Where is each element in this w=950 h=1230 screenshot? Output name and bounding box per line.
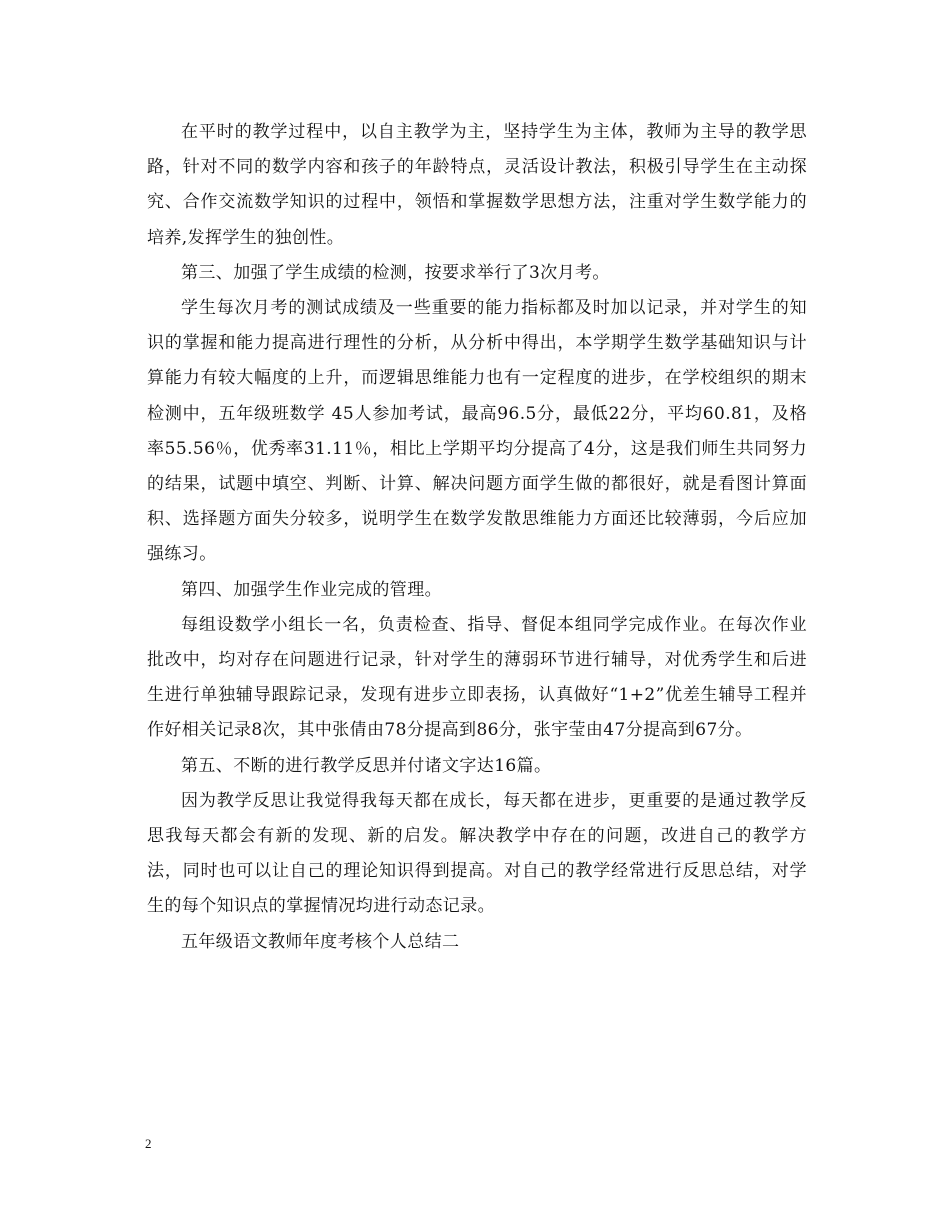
paragraph-section-title: 五年级语文教师年度考核个人总结二: [181, 931, 460, 952]
document-body: [147, 115, 807, 960]
paragraph-heading-five: 第五、不断的进行教学反思并付诸文字达16篇。: [181, 755, 552, 776]
paragraph-teaching-reflection: 因为教学反思让我觉得我每天都在成长，每天都在进步，更重要的是通过教学反思我每天都会有新的发现、新的启发。解决教学中存在的问题，改进自己的教学方法，同时也可以让自己的理论知识得到提高。对自己的教学经常进行反思总结，对学生的每个知识点的掌握情况均进行动态记录。: [147, 790, 807, 917]
page-number: 2: [145, 1136, 152, 1151]
paragraph-exam-analysis: 学生每次月考的测试成绩及一些重要的能力指标都及时加以记录，并对学生的知识的掌握和能力提高进行理性的分析，从分析中得出，本学期学生数学基础知识与计算能力有较大幅度的上升，而逻辑思维能力也有一定程度的进步，在学校组织的期末检测中，五年级班数学 45人参加考试，最高96.5分，最低22分，平均60.81，及格率55.56％，优秀率31.11％，相比上学期平均分提高了4分，这是我们师生共同努力的结果，试题中填空、判断、计算、解决问题方面学生做的都很好，就是看图计算面积、选择题方面失分较多，说明学生在数学发散思维能力方面还比较薄弱，今后应加强练习。: [147, 298, 807, 565]
paragraph-heading-four: 第四、加强学生作业完成的管理。: [181, 579, 442, 600]
paragraph-teaching-approach: 在平时的教学过程中，以自主教学为主，坚持学生为主体，教师为主导的教学思路，针对不同的数学内容和孩子的年龄特点，灵活设计教法，积极引导学生在主动探究、合作交流数学知识的过程中，领悟和掌握数学思想方法，注重对学生数学能力的培养,发挥学生的独创性。: [147, 122, 807, 248]
paragraph-heading-three: 第三、加强了学生成绩的检测，按要求举行了3次月考。: [181, 262, 610, 283]
paragraph-homework-management: 每组设数学小组长一名，负责检查、指导、督促本组同学完成作业。在每次作业批改中，均对存在问题进行记录，针对学生的薄弱环节进行辅导，对优秀学生和后进生进行单独辅导跟踪记录，发现有进步立即表扬，认真做好“1+2”优差生辅导工程并作好相关记录8次，其中张倩由78分提高到86分，张宇莹由47分提高到67分。: [147, 614, 807, 741]
